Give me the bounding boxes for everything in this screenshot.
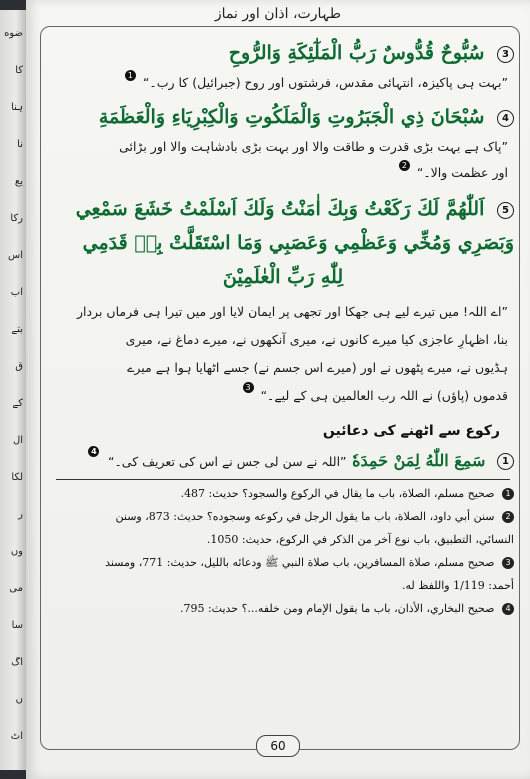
section-subheading: رکوع سے اٹھنے کی دعائیں <box>322 423 500 439</box>
arabic-text <box>52 192 514 294</box>
page-number: 60 <box>256 735 300 757</box>
section-number: 5 <box>497 202 514 219</box>
reference-text: صحيح مسلم، صلاة المسافرين، باب صلاة النبي ﷺ ودعائه بالليل، حديث: 771، ومسند <box>105 556 495 569</box>
reference-number: 2 <box>502 511 514 523</box>
left-page-text-fragment: بتے <box>11 324 23 335</box>
reference-number: 1 <box>502 488 514 500</box>
urdu-translation <box>52 70 514 96</box>
translation-line: ”اللہ نے سن لی جس نے اس کی تعریف کی۔“ <box>107 454 347 469</box>
translation-line: ہڈیوں نے، میرے پٹھوں نے اور (میرے اس جسم نے) جسے اٹھایا ہوا ہے میرے <box>127 360 508 375</box>
left-page-text-fragment: ال <box>12 435 23 446</box>
left-page-text-fragment: می <box>9 583 23 594</box>
reference-item <box>52 482 514 505</box>
footnote-divider <box>56 479 510 480</box>
footnote-marker: 2 <box>399 160 410 171</box>
left-page-text-fragment: ں <box>15 694 23 705</box>
page-content <box>52 36 514 620</box>
arabic-line: اَللّٰهُمَّ لَكَ رَكَعْتُ وَبِكَ اٰمَنْتُ وَلَكَ اَسْلَمْتُ خَشَعَ سَمْعِي <box>75 198 485 220</box>
translation-line: ”اے اللہ! میں تیرے لیے ہی جھکا اور تجھی پر ایمان لایا اور میں تیرا ہی فرماں بردار <box>76 304 508 319</box>
reference-text: سنن أبي داود، الصلاة، باب ما يقول الرجل في ركوعه وسجوده؟ حديث: 873، وسنن <box>115 510 495 523</box>
left-page-text-fragment: اگ <box>11 657 23 668</box>
footnote-marker: 4 <box>88 446 99 457</box>
dua-section <box>52 446 514 477</box>
left-page-text-fragment: سا <box>11 620 23 631</box>
left-page-text-fragment: نا <box>17 139 23 150</box>
references-list <box>52 482 514 620</box>
left-page-edge <box>0 10 27 770</box>
translation-line: ”پاک ہے بہت بڑی قدرت و طاقت والا اور بہت بڑی بادشاہت والا اور بڑائی <box>119 139 508 154</box>
left-page-text-fragment: کے <box>12 398 23 409</box>
reference-item <box>52 551 514 597</box>
section-number: 1 <box>497 453 514 470</box>
left-page-text-fragment: رکا <box>10 213 23 224</box>
arabic-line: سُبْحَانَ ذِي الْجَبَرُوتِ وَالْمَلَكُوتِ وَالْكِبْرِيَاءِ وَالْعَظَمَةِ <box>98 106 485 128</box>
section-number: 4 <box>497 110 514 127</box>
left-page-text-fragment: اب <box>10 287 23 298</box>
arabic-line: سُبُّوحٌ قُدُّوسٌ رَبُّ الْمَلٰٓئِكَةِ وَالرُّوحِ <box>228 42 485 64</box>
reference-item <box>52 505 514 551</box>
arabic-text <box>52 36 514 70</box>
reference-item <box>52 597 514 620</box>
page-header: طہارت، اذان اور نماز <box>214 6 342 22</box>
translation-line: قدموں (پاؤں) نے اللہ رب العالمین ہی کے لیے۔“ <box>260 388 508 403</box>
reference-number: 4 <box>502 603 514 615</box>
arabic-text <box>52 446 514 477</box>
dua-section <box>52 192 514 410</box>
section-number: 3 <box>497 46 514 63</box>
reference-text: صحیح مسلم، الصلاة، باب ما یقال في الركوع والسجود؟ حديث: 487. <box>180 487 495 500</box>
arabic-line: لِلّٰهِ رَبِّ الْعٰلَمِيْنَ <box>222 266 344 288</box>
reference-number: 3 <box>502 557 514 569</box>
left-page-text-fragment: ق <box>15 361 23 372</box>
left-page-text-fragment: ہنا <box>11 102 23 113</box>
reference-text: صحيح البخاري، الأذان، باب ما يقول الإمام ومن خلفه...؟ حديث: 795. <box>179 602 495 615</box>
left-page-text-fragment: وں <box>10 546 23 557</box>
arabic-text <box>52 100 514 134</box>
book-page <box>26 0 530 779</box>
left-page-text-fragment: ضوه <box>4 28 23 39</box>
urdu-translation <box>52 134 514 186</box>
left-page-text-fragment: اٹ <box>10 731 23 742</box>
translation-line: ”بہت ہی پاکیزہ، انتہائی مقدس، فرشتوں اور روح (جبرائیل) کا رب۔“ <box>142 75 508 90</box>
reference-text: أحمد: 1/119 واللفظ له. <box>401 579 514 592</box>
dua-section <box>52 100 514 186</box>
left-page-text-fragment: ر <box>18 509 23 520</box>
footnote-marker: 1 <box>125 70 136 81</box>
arabic-line: سَمِعَ اللّٰهُ لِمَنْ حَمِدَهٗ <box>352 451 486 470</box>
reference-text: النسائي، التطبيق، باب نوع آخر من الذكر في الركوع، حديث: 1050. <box>206 533 514 546</box>
arabic-line: وَبَصَرِي وَمُخِّي وَعَظْمِي وَعَصَبِي وَمَا اسْتَقَلَّتْ بِهٖ قَدَمِي <box>82 232 514 254</box>
footnote-marker: 3 <box>243 382 254 393</box>
translation-line: بنا، اظہارِ عاجزی کیا میرے کانوں نے، میری آنکھوں نے، میرے دماغ نے، میری <box>125 332 508 347</box>
left-page-text-fragment: لکا <box>11 472 23 483</box>
urdu-translation <box>52 298 514 410</box>
left-page-text-fragment: کا <box>15 65 23 76</box>
dua-section <box>52 36 514 96</box>
left-page-text-fragment: اس <box>8 250 23 261</box>
left-page-text-fragment: یع <box>14 176 23 187</box>
translation-line: اور عظمت والا۔“ <box>416 165 508 180</box>
